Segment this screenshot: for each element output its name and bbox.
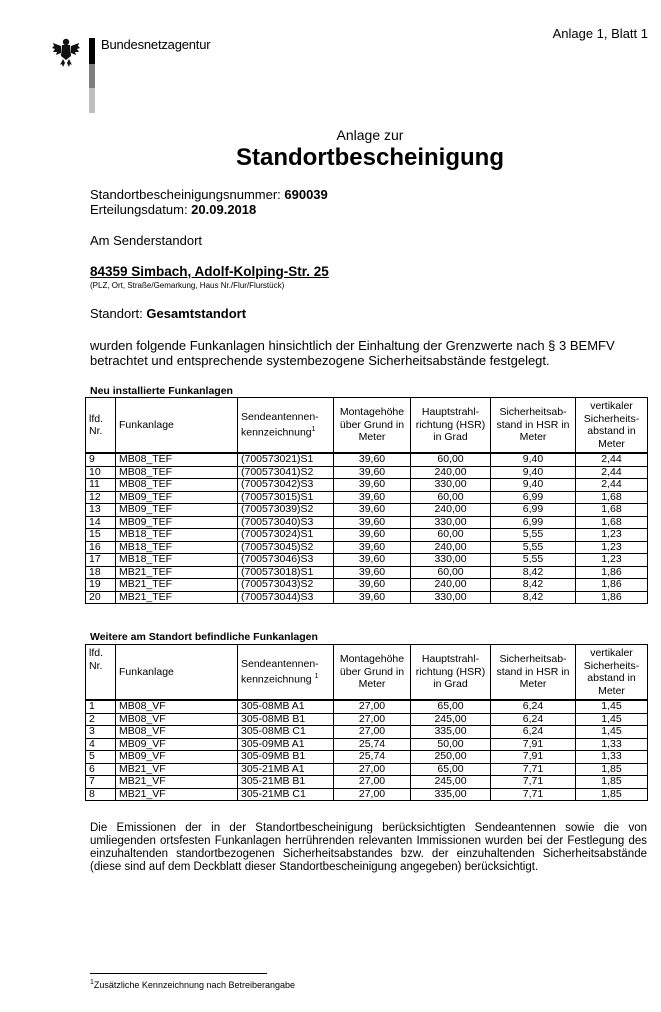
row-funkanlage: MB09_VF xyxy=(116,738,238,751)
row-sicherheitsabstand: 6,99 xyxy=(491,491,576,504)
row-hsr: 330,00 xyxy=(411,479,491,492)
row-hsr: 240,00 xyxy=(411,541,491,554)
row-hsr: 250,00 xyxy=(411,751,491,764)
new-installations-table xyxy=(85,397,648,604)
intro-line-2: betrachtet und entsprechende systembezogene Sicherheitsabstände festgelegt. xyxy=(90,353,550,368)
row-hsr: 240,00 xyxy=(411,504,491,517)
row-nr: 19 xyxy=(86,579,116,592)
col-nr: lfd. Nr. xyxy=(86,645,116,701)
row-funkanlage: MB09_VF xyxy=(116,751,238,764)
row-funkanlage: MB21_VF xyxy=(116,788,238,801)
issue-date: 20.09.2018 xyxy=(191,202,257,217)
row-kennzeichnung: 305-08MB A1 xyxy=(238,700,334,713)
row-kennzeichnung: (700573024)S1 xyxy=(238,529,334,542)
row-kennzeichnung: 305-21MB C1 xyxy=(238,788,334,801)
table-header-row xyxy=(86,398,648,454)
row-funkanlage: MB21_TEF xyxy=(116,566,238,579)
row-vertikal: 1,23 xyxy=(576,541,648,554)
row-sicherheitsabstand: 6,24 xyxy=(491,713,576,726)
row-kennzeichnung: (700573044)S3 xyxy=(238,591,334,604)
table-header-row xyxy=(86,645,648,701)
row-sicherheitsabstand: 7,91 xyxy=(491,751,576,764)
row-sicherheitsabstand: 6,24 xyxy=(491,726,576,739)
row-funkanlage: MB21_TEF xyxy=(116,591,238,604)
table-row xyxy=(86,738,648,751)
row-kennzeichnung: 305-08MB C1 xyxy=(238,726,334,739)
row-montagehoehe: 39,60 xyxy=(334,466,411,479)
row-sicherheitsabstand: 9,40 xyxy=(491,466,576,479)
row-vertikal: 1,68 xyxy=(576,491,648,504)
closing-paragraph: Die Emissionen der in der Standortbescheinigung berücksichtigten Sendeantennen sowie die von umliegenden ortsfesten Funkanlagen herrührenden relevanten Immissionen wurden bei der Festlegung des einzuhaltenden standortbezogenen Sicherheitsabstandes bzw. der einzuhaltenden Sicherheitsabstände (diese sind auf dem Deckblatt dieser Standortbescheinigung angegeben) berücksichtigt. xyxy=(90,822,647,873)
row-kennzeichnung: (700573045)S2 xyxy=(238,541,334,554)
col-funkanlage: Funkanlage xyxy=(116,645,238,701)
row-hsr: 245,00 xyxy=(411,713,491,726)
row-montagehoehe: 27,00 xyxy=(334,700,411,713)
table-row xyxy=(86,713,648,726)
row-montagehoehe: 39,60 xyxy=(334,541,411,554)
row-montagehoehe: 27,00 xyxy=(334,763,411,776)
issue-date-label: Erteilungsdatum: xyxy=(90,202,192,217)
row-montagehoehe: 39,60 xyxy=(334,529,411,542)
row-montagehoehe: 39,60 xyxy=(334,591,411,604)
row-hsr: 50,00 xyxy=(411,738,491,751)
row-vertikal: 2,44 xyxy=(576,466,648,479)
row-kennzeichnung: 305-21MB B1 xyxy=(238,776,334,789)
row-nr: 17 xyxy=(86,554,116,567)
table-row xyxy=(86,726,648,739)
row-hsr: 330,00 xyxy=(411,516,491,529)
row-vertikal: 1,45 xyxy=(576,726,648,739)
row-sicherheitsabstand: 8,42 xyxy=(491,566,576,579)
row-funkanlage: MB09_TEF xyxy=(116,516,238,529)
new-installations-heading: Neu installierte Funkanlagen xyxy=(90,385,233,397)
row-nr: 3 xyxy=(86,726,116,739)
address-note: (PLZ, Ort, Straße/Gemarkung, Haus Nr./Flur/Flurstück) xyxy=(90,281,285,290)
certificate-number: 690039 xyxy=(284,187,328,202)
row-kennzeichnung: 305-08MB B1 xyxy=(238,713,334,726)
row-nr: 4 xyxy=(86,738,116,751)
row-funkanlage: MB09_TEF xyxy=(116,504,238,517)
existing-installations-table xyxy=(85,644,648,801)
certificate-number-label: Standortbescheinigungsnummer: xyxy=(90,187,285,202)
row-funkanlage: MB08_VF xyxy=(116,726,238,739)
sheet-label: Anlage 1, Blatt 1 xyxy=(552,26,648,41)
col-vertikal: vertikaler Sicherheits-abstand in Meter xyxy=(576,398,648,454)
row-nr: 7 xyxy=(86,776,116,789)
row-funkanlage: MB21_VF xyxy=(116,763,238,776)
row-montagehoehe: 27,00 xyxy=(334,726,411,739)
table-row xyxy=(86,566,648,579)
row-hsr: 330,00 xyxy=(411,554,491,567)
table-row xyxy=(86,751,648,764)
row-vertikal: 1,86 xyxy=(576,591,648,604)
row-montagehoehe: 27,00 xyxy=(334,776,411,789)
col-montagehoehe: Montagehöhe über Grund in Meter xyxy=(334,398,411,454)
document-title: Standortbescheinigung xyxy=(235,144,504,171)
row-hsr: 335,00 xyxy=(411,726,491,739)
row-sicherheitsabstand: 5,55 xyxy=(491,529,576,542)
row-kennzeichnung: (700573042)S3 xyxy=(238,479,334,492)
row-vertikal: 1,33 xyxy=(576,751,648,764)
site-line xyxy=(90,307,246,322)
row-vertikal: 2,44 xyxy=(576,479,648,492)
row-sicherheitsabstand: 6,24 xyxy=(491,700,576,713)
table-row xyxy=(86,529,648,542)
row-nr: 5 xyxy=(86,751,116,764)
row-nr: 16 xyxy=(86,541,116,554)
row-vertikal: 1,68 xyxy=(576,516,648,529)
row-funkanlage: MB18_TEF xyxy=(116,529,238,542)
row-montagehoehe: 39,60 xyxy=(334,579,411,592)
footnote xyxy=(90,979,295,990)
row-montagehoehe: 27,00 xyxy=(334,713,411,726)
table-row xyxy=(86,479,648,492)
document-subtitle: Anlage zur xyxy=(336,127,404,143)
row-vertikal: 1,85 xyxy=(576,776,648,789)
row-nr: 6 xyxy=(86,763,116,776)
col-sicherheitsabstand: Sicherheitsab-stand in HSR in Meter xyxy=(491,645,576,701)
row-funkanlage: MB08_VF xyxy=(116,713,238,726)
table-row xyxy=(86,591,648,604)
table-row xyxy=(86,788,648,801)
row-vertikal: 1,45 xyxy=(576,700,648,713)
site-label: Standort: xyxy=(90,306,147,321)
row-vertikal: 2,44 xyxy=(576,453,648,466)
col-nr: lfd. Nr. xyxy=(86,398,116,454)
row-hsr: 335,00 xyxy=(411,788,491,801)
row-kennzeichnung: 305-09MB A1 xyxy=(238,738,334,751)
row-nr: 12 xyxy=(86,491,116,504)
col-hsr: Hauptstrahl-richtung (HSR) in Grad xyxy=(411,398,491,454)
footnote-separator xyxy=(90,973,267,974)
row-funkanlage: MB08_VF xyxy=(116,700,238,713)
brand-bar-gray xyxy=(89,64,95,88)
row-kennzeichnung: (700573046)S3 xyxy=(238,554,334,567)
row-funkanlage: MB08_TEF xyxy=(116,479,238,492)
row-sicherheitsabstand: 5,55 xyxy=(491,541,576,554)
location-intro: Am Senderstandort xyxy=(90,233,203,248)
table-row xyxy=(86,504,648,517)
row-montagehoehe: 39,60 xyxy=(334,516,411,529)
table-row xyxy=(86,453,648,466)
row-vertikal: 1,23 xyxy=(576,529,648,542)
existing-installations-heading: Weitere am Standort befindliche Funkanlagen xyxy=(90,631,318,643)
site-value: Gesamtstandort xyxy=(146,306,247,321)
table-row xyxy=(86,579,648,592)
row-funkanlage: MB18_TEF xyxy=(116,541,238,554)
federal-eagle-icon xyxy=(52,36,80,68)
row-montagehoehe: 39,60 xyxy=(334,504,411,517)
row-sicherheitsabstand: 7,71 xyxy=(491,763,576,776)
certificate-number-line xyxy=(90,188,328,203)
row-vertikal: 1,85 xyxy=(576,763,648,776)
row-hsr: 60,00 xyxy=(411,566,491,579)
row-funkanlage: MB21_VF xyxy=(116,776,238,789)
row-hsr: 330,00 xyxy=(411,591,491,604)
row-sicherheitsabstand: 9,40 xyxy=(491,453,576,466)
row-hsr: 60,00 xyxy=(411,491,491,504)
intro-line-1: wurden folgende Funkanlagen hinsichtlich der Einhaltung der Grenzwerte nach § 3 BEMFV xyxy=(90,338,615,353)
row-funkanlage: MB08_TEF xyxy=(116,453,238,466)
table-row xyxy=(86,516,648,529)
table-row xyxy=(86,763,648,776)
row-sicherheitsabstand: 8,42 xyxy=(491,579,576,592)
brand-bar-black xyxy=(89,38,95,64)
row-sicherheitsabstand: 9,40 xyxy=(491,479,576,492)
row-montagehoehe: 39,60 xyxy=(334,566,411,579)
row-nr: 9 xyxy=(86,453,116,466)
row-sicherheitsabstand: 7,71 xyxy=(491,788,576,801)
row-sicherheitsabstand: 5,55 xyxy=(491,554,576,567)
row-hsr: 240,00 xyxy=(411,579,491,592)
row-hsr: 60,00 xyxy=(411,529,491,542)
row-nr: 2 xyxy=(86,713,116,726)
row-montagehoehe: 27,00 xyxy=(334,788,411,801)
issue-date-line xyxy=(90,203,256,218)
brand-bar-lightgray xyxy=(89,88,95,113)
row-funkanlage: MB08_TEF xyxy=(116,466,238,479)
row-kennzeichnung: (700573043)S2 xyxy=(238,579,334,592)
table-row xyxy=(86,491,648,504)
row-nr: 18 xyxy=(86,566,116,579)
row-nr: 8 xyxy=(86,788,116,801)
row-montagehoehe: 25,74 xyxy=(334,751,411,764)
agency-name: Bundesnetzagentur xyxy=(101,37,211,52)
row-montagehoehe: 39,60 xyxy=(334,453,411,466)
footnote-text: Zusätzliche Kennzeichnung nach Betreiberangabe xyxy=(93,980,296,990)
col-kennzeichnung: Sendeantennen- kennzeichnung $^1$ xyxy=(238,645,334,701)
col-funkanlage: Funkanlage xyxy=(116,398,238,454)
row-montagehoehe: 39,60 xyxy=(334,554,411,567)
row-nr: 14 xyxy=(86,516,116,529)
site-address: 84359 Simbach, Adolf-Kolping-Str. 25 xyxy=(90,264,329,279)
row-vertikal: 1,33 xyxy=(576,738,648,751)
row-nr: 15 xyxy=(86,529,116,542)
row-montagehoehe: 39,60 xyxy=(334,491,411,504)
row-vertikal: 1,86 xyxy=(576,579,648,592)
row-kennzeichnung: (700573040)S3 xyxy=(238,516,334,529)
row-hsr: 240,00 xyxy=(411,466,491,479)
table-row xyxy=(86,554,648,567)
row-kennzeichnung: (700573041)S2 xyxy=(238,466,334,479)
row-hsr: 60,00 xyxy=(411,453,491,466)
row-vertikal: 1,45 xyxy=(576,713,648,726)
col-kennzeichnung: Sendeantennen- kennzeichnung$^1$ xyxy=(238,398,334,454)
row-vertikal: 1,23 xyxy=(576,554,648,567)
table-row xyxy=(86,776,648,789)
col-hsr: Hauptstrahl-richtung (HSR) in Grad xyxy=(411,645,491,701)
row-vertikal: 1,86 xyxy=(576,566,648,579)
table-row xyxy=(86,466,648,479)
row-kennzeichnung: (700573039)S2 xyxy=(238,504,334,517)
row-sicherheitsabstand: 8,42 xyxy=(491,591,576,604)
col-montagehoehe: Montagehöhe über Grund in Meter xyxy=(334,645,411,701)
row-sicherheitsabstand: 6,99 xyxy=(491,516,576,529)
row-hsr: 65,00 xyxy=(411,700,491,713)
row-kennzeichnung: (700573015)S1 xyxy=(238,491,334,504)
row-nr: 10 xyxy=(86,466,116,479)
row-montagehoehe: 39,60 xyxy=(334,479,411,492)
row-hsr: 245,00 xyxy=(411,776,491,789)
row-montagehoehe: 25,74 xyxy=(334,738,411,751)
row-nr: 13 xyxy=(86,504,116,517)
table-row xyxy=(86,700,648,713)
col-sicherheitsabstand: Sicherheitsab-stand in HSR in Meter xyxy=(491,398,576,454)
row-kennzeichnung: 305-21MB A1 xyxy=(238,763,334,776)
row-nr: 11 xyxy=(86,479,116,492)
row-sicherheitsabstand: 7,91 xyxy=(491,738,576,751)
row-nr: 1 xyxy=(86,700,116,713)
row-funkanlage: MB21_TEF xyxy=(116,579,238,592)
row-vertikal: 1,85 xyxy=(576,788,648,801)
row-sicherheitsabstand: 6,99 xyxy=(491,504,576,517)
footnote-marker: 1 xyxy=(90,979,94,986)
row-funkanlage: MB18_TEF xyxy=(116,554,238,567)
row-funkanlage: MB09_TEF xyxy=(116,491,238,504)
row-kennzeichnung: 305-09MB B1 xyxy=(238,751,334,764)
row-hsr: 65,00 xyxy=(411,763,491,776)
col-vertikal: vertikaler Sicherheits-abstand in Meter xyxy=(576,645,648,701)
row-nr: 20 xyxy=(86,591,116,604)
table-row xyxy=(86,541,648,554)
row-sicherheitsabstand: 7,71 xyxy=(491,776,576,789)
row-vertikal: 1,68 xyxy=(576,504,648,517)
row-kennzeichnung: (700573018)S1 xyxy=(238,566,334,579)
row-kennzeichnung: (700573021)S1 xyxy=(238,453,334,466)
